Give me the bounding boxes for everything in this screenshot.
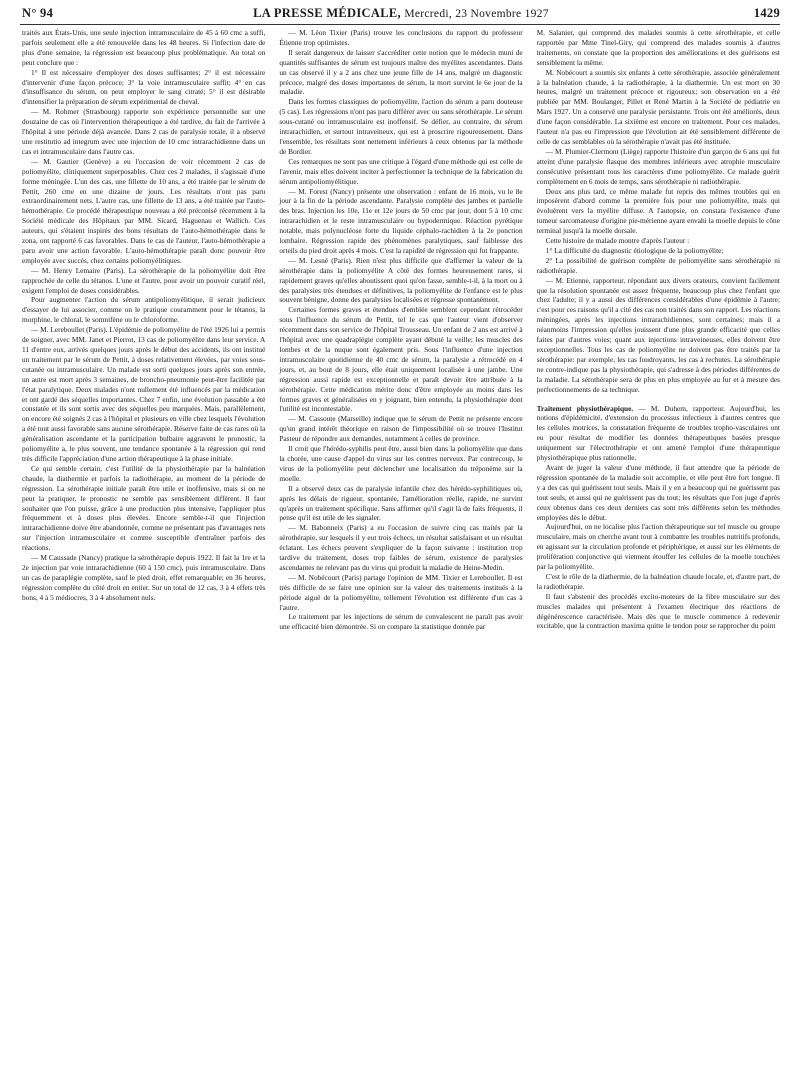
paragraph: Le traitement par les injections de sérum de convalescent ne paraît pas avoir une efficacité bien démontrée. Si on compare la statistique donnée par (279, 612, 523, 632)
paragraph: — M. Léon Tixier (Paris) trouve les conclusions du rapport du professeur Étienne trop optimistes. (279, 28, 523, 47)
paragraph: — M. Plumier-Clermont (Liège) rapporte l'histoire d'un garçon de 6 ans qui fut atteint d'une paralysie flasque des membres inférieurs avec atrophie musculaire consécutive présentant tous les caractères d'une poliomyélite. Ce malade guérit complètement en 6 mois de temps, sans sérothérapie ni radiothérapie. (536, 146, 780, 186)
section-title: Traitement physiothérapique. (536, 403, 634, 413)
paragraph: Cette histoire de malade montre d'après l'auteur : (545, 236, 690, 246)
paragraph: — M. Gautier (Genève) a eu l'occasion de voir récemment 2 cas de poliomyélite, cliniquement superposables. Chez ces 2 malades, il s'agissait d'une forme méningée. L'un des cas, une fillette de 10 ans, a été traitée par le sérum de Pettit, 260 cme en une dizaine de jours. Les résultats n'ont pas paru extraordinairement nets. L'autre cas, une fillette de 13 ans, a été traitée par l'auto-hémothérapie. Ce procédé thérapeutique nouveau a été préconisé récemment à la Société médicale des Hôpitaux par MM. Sicard, Haguenau et Wallich. Ces auteurs, qui s'étaient inspirés des bons résultats de l'auto-hémothérapie dans le zona, ont rapporté 6 cas favorables. Dans le cas de l'auteur, l'auto-hémothérapie a paru avoir une action favorable. L'auto-hémothérapie paraît donc pouvoir être employée avec succès, chez certains poliomyélitiques. (22, 156, 266, 265)
paragraph: M. Salanier, qui comprend des malades soumis à cette sérothérapie, et celle rapportée par Mme Tinel-Giry, qui comprend des malades soumis à d'autres traitements, on constate que la proportion des améliorations et des guérisons est sensiblement la même. (536, 28, 780, 67)
column-3-part-b (537, 463, 780, 631)
paragraph: Ces remarques ne sont pas une critique à l'égard d'une méthode qui est celle de l'avenir, mais elles doivent inciter à perfectionner la technique de la fabrication du sérum antipoliomyélitique. (279, 156, 523, 186)
paragraph: — M. Rohmer (Strasbourg) rapporte son expérience personnelle sur une douzaine de cas où l'intervention thérapeutique a été tardive, du fait de l'arrivée à l'hôpital à une période déjà avancée. Dans 2 cas de paralysie totale, il a observé une restitutio ad integrum avec une injection de 10 cmc intrarachidienne dans un cas et intramusculaire dans l'autre cas. (22, 107, 266, 156)
paragraph: 1° La difficulté du diagnostic étiologique de la poliomyélite; (545, 245, 724, 255)
paragraph: — M. Lereboullet (Paris). L'épidémie de poliomyélite de l'été 1926 lui a permis de soigner, avec MM. Janet et Pierrot, 13 cas de poliomyélite dans leur service. A 11 d'entre eux, arrivés quelques jours après le début des accidents, ils ont institué un traitement par le sérum de Pettit, à doses relativement élevées, par voies sous-cutanée ou intramusculaire. Un malade est sorti quelques jours après son entrée, un autre est mort après 3 semaines, de broncho-pneumonie peut-être facilitée par l'état paralytique. Deux malades n'ont nullement été influencés par la médication et ont gardé des séquelles importantes. Chez 7 enfin, une évolution passable a été constatée et ils sont sortis avec des séquelles peu marquées. Mais, parallèlement, on encore été soignés 2 cas à l'hôpital et plusieurs en ville chez lesquels l'évolution a été tout aussi favorable sans aucune sérothérapie. Réserve faite de cas rares où la généralisation ascendante et la participation bulbaire aggravent le pronostic, la poliomyélite a, le plus souvent, une tendance spontanée à la régression qui rend très difficile l'appréciation d'une action thérapeutique à la phase initiale. (22, 325, 266, 463)
paragraph: M. Nobécourt a soumis six enfants à cette sérothérapie, associée généralement à la balnéation chaude, à la radiothérapie, à la diathermie. Un est mort en 30 heures, malgré un traitement précoce et rigoureux; son observation en a été publiée par MM. Boulanger, Pillet et René Martin à la Société de pédiatrie en Mars 1927. Un a conservé une paralysie persistante. Trois ont été améliorés, deux d'une façon considérable. La sixième est encore en traitement. Pour ces malades, l'auteur n'a pas eu l'impression que l'évolution ait été sensiblement différente de celle de cas semblables où la sérothérapie n'avait pas été instituée. (536, 67, 780, 146)
paragraph: Deux ans plus tard, ce même malade fut repris des mêmes troubles qui en imposèrent d'abord comme la première fois pour une poliomyélite, mais qui évoluèrent vers la myélite diffuse. A l'autopsie, on constata l'existence d'une tumeur sarcomateuse d'origine pie-mérienne ayant envahi la moelle depuis le cône terminal jusqu'à la moelle dorsale. (536, 186, 780, 236)
issue-number: N° 94 (22, 6, 54, 20)
issue-date: Mercredi, 23 Novembre 1927 (404, 8, 549, 20)
text-columns (22, 28, 780, 1076)
paragraph: Il serait dangereux de laisser s'accréditer cette notion que le médecin muni de quantités suffisantes de sérum est toujours maître des myélites ascendantes. Dans un cas observé il y a 2 ans chez une jeune fille de 14 ans, malgré un diagnostic précoce, malgré des doses importantes de sérum, la mort survint le 6e jour de la maladie. (279, 47, 523, 97)
paragraph: Certaines formes graves et étendues d'emblée semblent cependant rétrocéder sous l'influence du sérum de Pettit, tel le cas que l'auteur vient d'observer récemment dans son service de l'hôpital Trousseau. Un enfant de 2 ans est arrivé à l'hôpital avec une quadraplégie complète ayant débuté la veille; les muscles des lombes et de la nuque sont également pris. Sous l'influence d'une injection intramusculaire quotidienne de 40 cmc de sérum, la paralysie a rétrocédé en 4 jours, et, au bout de 8 jours, elle était uniquement localisée à une jambe. Une régression aussi rapide est exceptionnelle et paraît devoir être attribuée à la sérothérapie. Cette médication mérite donc d'être employée au moins dans les formes graves et généralisées en y joignant, bien entendu, la physiothérapie dont l'utilité est incontestable. (279, 305, 523, 414)
paragraph: Avant de juger la valeur d'une méthode, il faut attendre que la période de régression spontanée de la maladie soit accomplie, et elle peut être fort longue. Il y a des cas qui guérissent tout seuls. Mais il y en a beaucoup qui ne guérissent pas tout seuls, et aussi qui ne guérissent pas du tout; les résultats que l'on juge d'après ceux obtenus dans ces deux derniers cas sont très différents selon les méthodes employées dès le début. (536, 462, 780, 522)
paragraph: — M. Henry Lemaire (Paris). La sérothérapie de la poliomyélite doit être rapprochée de celle du tétanos. L'une et l'autre, pour avoir un pouvoir curatif réel, exigent l'emploi de doses considérables. (22, 265, 266, 295)
paragraph: Il a observé deux cas de paralysie infantile chez des hérédo-syphilitiques où, après les délais de rigueur, spontanée, l'amélioration réelle, rapide, ne survint qu'après un traitement spécifique. Sans affirmer qu'il s'agit là de faits fréquents, il pense qu'il est utile de les signaler. (279, 483, 523, 523)
paragraph: 1° Il est nécessaire d'employer des doses suffisantes; 2° il est nécessaire d'intervenir d'une façon précoce; 3° la voie intramusculaire suffit; 4° en cas d'insuffisance du sérum, on peut employer le sang citraté; 5° il est désirable d'intensifier la préparation de sérum expérimental de cheval. (22, 67, 266, 107)
section-lead: — M. Duhem, rapporteur. Aujourd'hui, les notions d'épidémicité, d'extension du processus infectieux à d'autres centres que les cellules motrices, la constatation fréquente de troubles tropho-vasculaires ont eu pour résultat de modifier les données thérapeutiques basées presque uniquement sur l'électrothérapie et ont amené l'emploi d'une thérapeutique physiothérapique plus rationnelle. (536, 403, 780, 463)
page-number: 1429 (753, 6, 780, 20)
column-3-part-a (537, 28, 780, 395)
running-title (22, 6, 780, 21)
section-spacer (537, 395, 780, 404)
journal-title: LA PRESSE MÉDICALE, (253, 6, 401, 20)
paragraph: Dans les formes classiques de poliomyélite, l'action du sérum a paru douteuse (5 cas). Les régressions n'ont pas paru différer avec ou sans sérothérapie. Le sérum sous-cutané ou intramusculaire est inoffensif. Se défier, au contraire, du sérum intrarachidien, et surtout intraveineux, qui est à proscrire rigoureusement. Dans l'ensemble, les résultats sont nettement inférieurs à ceux obtenus par la méthode de Bordier. (279, 97, 523, 156)
paragraph: Pour augmenter l'action du sérum antipoliomyélitique, il serait judicieux d'essayer de lui associer, comme on le pratique couramment pour le tétanos, la morphine, le chloral, le somnifène ou le chloroforme. (22, 295, 266, 325)
paragraph: — M Caussade (Nancy) pratique la sérothérapie depuis 1922. Il fait la 1re et la 2e injection par voie intrarachidienne (60 à 150 cmc), puis intramusculaire. Dans un cas de paraplégie complète, sauf le pied droit, effet remarquable; en 36 heures, régression complète du côté droit en entier. Sur un total de 12 cas, 3 à 4 effets très bons, 4 à 5 médiocres, 3 à 4 absolument nuls. (22, 553, 266, 602)
header-rule (20, 24, 780, 25)
paragraph: Il croit que l'hérédo-syphilis peut être, aussi bien dans la poliomyélite que dans la chorée, une cause d'appel du virus sur les centres nerveux. Par contrecoup, le virus de la poliomyélite peut déclencher une localisation du tréponème sur la moelle. (279, 444, 523, 483)
section-paragraph (537, 404, 780, 463)
paragraph: C'est le rôle de la diathermie, de la balnéation chaude locale, et, d'autre part, de la radiothérapie. (536, 571, 780, 591)
paragraph: Aujourd'hui, on ne localise plus l'action thérapeutique sur tel muscle ou groupe musculaire, mais on cherche avant tout à combattre les troubles nutritifs profonds, en agissant sur la circulation profonde et périphérique, et aussi sur les éléments de prolifération conjonctive qui viennent étouffer les cellules de la moelle touchées par la poliomyélite. (536, 522, 780, 572)
paragraph: Il faut s'abstenir des procédés excito-moteurs de la fibre musculaire sur des muscles malades qui présentent à l'examen électrique des réactions de dégénérescence caractérisée. Mais dès que le muscle commence à redevenir excitable, que la contraction maxima quitte le tendon pour se rapprocher du point (536, 591, 780, 631)
column-2 (279, 28, 522, 1076)
paragraph: 2° La possibilité de guérison complète de poliomyélite sans sérothérapie ni radiothérapie. (536, 255, 780, 275)
paragraph: — M. Lesné (Paris). Rien n'est plus difficile que d'affirmer la valeur de la sérothérapie dans la poliomyélite A côté des formes heureusement rares, si rapidement graves qu'elles aboutissent quoi qu'on fasse, semble-t-il, à la mort ou à des paralysies très étendues et définitives, la poliomyélite de l'enfance est le plus souvent bénigne, donne des paralysies localisées et régresse spontanément. (279, 255, 523, 305)
paragraph: traités aux États-Unis, une seule injection intramusculaire de 45 à 60 cmc a suffi, parfois seulement elle a été renouvelée dans les 48 heures. Si l'infection date de plus d'une semaine, la régression est beaucoup plus problématique. Au total on peut conclure que : (22, 28, 266, 67)
paragraph: Ce qui semble certain, c'est l'utilité de la physiothérapie par la balnéation chaude, la diathermie et parfois la radiothérapie, au moment de la période de régression. La sérothérapie initiale paraît être utile et inoffensive, mais si on ne peut la pratiquer, le pronostic ne semble pas sensiblement différent. Il faut souhaiter que l'on puisse, grâce à une production plus intensive, l'appliquer plus fréquemment et à doses plus élevées. Encore semble-t-il que l'injection intrarachidienne doive être abandonnée, comme ne présentant pas d'avantages nets sur l'injection intramusculaire et comme susceptible d'entraîner parfois des réactions. (22, 463, 266, 553)
paragraph: — M. Forest (Nancy) présente une observation : enfant de 16 mois, vu le 8e jour à la fin de la période ascendante. Paralysie complète des jambes et partielle des bras. Injection les 10e, 11e et 12e jours de 50 cmc par jour, dont 5 à 10 cmc intrarachidien et le reste intramusculaire ou hypodermique. Réaction pyrétique notable, mais polynucléose forte du liquide céphalo-rachidien à la 2e ponction lombaire. Régression rapide des phénomènes paralytiques, sauf faiblesse des orteils du pied droit après 4 mois. C'est la rapidité de régression qui fut frappante. (279, 186, 523, 255)
paragraph: — M. Babonneix (Paris) a eu l'occasion de suivre cinq cas traités par la sérothérapie, sur lesquels il y eut trois échecs, un résultat satisfaisant et un résultat éclatant. Les échecs peuvent s'expliquer de la façon suivante : institution trop tardive du traitement, doses trop faibles de sérum, existence de paralysies ascendantes ne relevant pas du virus qui produit la maladie de Heine-Medin. (279, 523, 523, 572)
column-3 (537, 28, 780, 1076)
column-1 (22, 28, 265, 1076)
paragraph: — M. Etienne, rapporteur, répondant aux divers orateurs, convient facilement que la résolution spontanée est assez fréquente, beaucoup plus chez l'enfant que chez l'adulte; il y a aussi des différences considérables d'une épidémie à l'autre; c'est pour ces raisons qu'il a cité des cas non traités dans son rapport. Les réactions méningées, après les injections intrarachidiennes, sont certaines; mais il a néanmoins l'impression qu'elles jouissent d'une plus grande efficacité que celles faites par d'autres voies; quant aux injections intraveineuses, elles doivent être exceptionnelles. Tous les cas de poliomyélite ne doivent pas être traités par la sérothérapie: par exemple, les cas foudroyants, les cas à rechutes. La sérothérapie ne contre-indique pas la physiothérapie, qui s'adresse à des périodes différentes de la maladie. La sérothérapie sera de plus en plus employée au fur et à mesure des perfectionnements de sa technique. (536, 275, 780, 394)
page-header (22, 6, 780, 22)
paragraph: — M. Nobécourt (Paris) partage l'opinion de MM. Tixier et Lereboullet. Il est très difficile de se faire une opinion sur la valeur des traitements institués à la période aiguë de la poliomyélite, tellement l'évolution est différente d'un cas à l'autre. (279, 572, 523, 612)
paragraph: — M. Cassoute (Marseille) indique que le sérum de Pettit ne présente encore qu'un grand intérêt théorique en raison de l'impossibilité où se trouve l'Institut Pasteur de répondre aux demandes, notamment à celles de province. (279, 414, 523, 444)
